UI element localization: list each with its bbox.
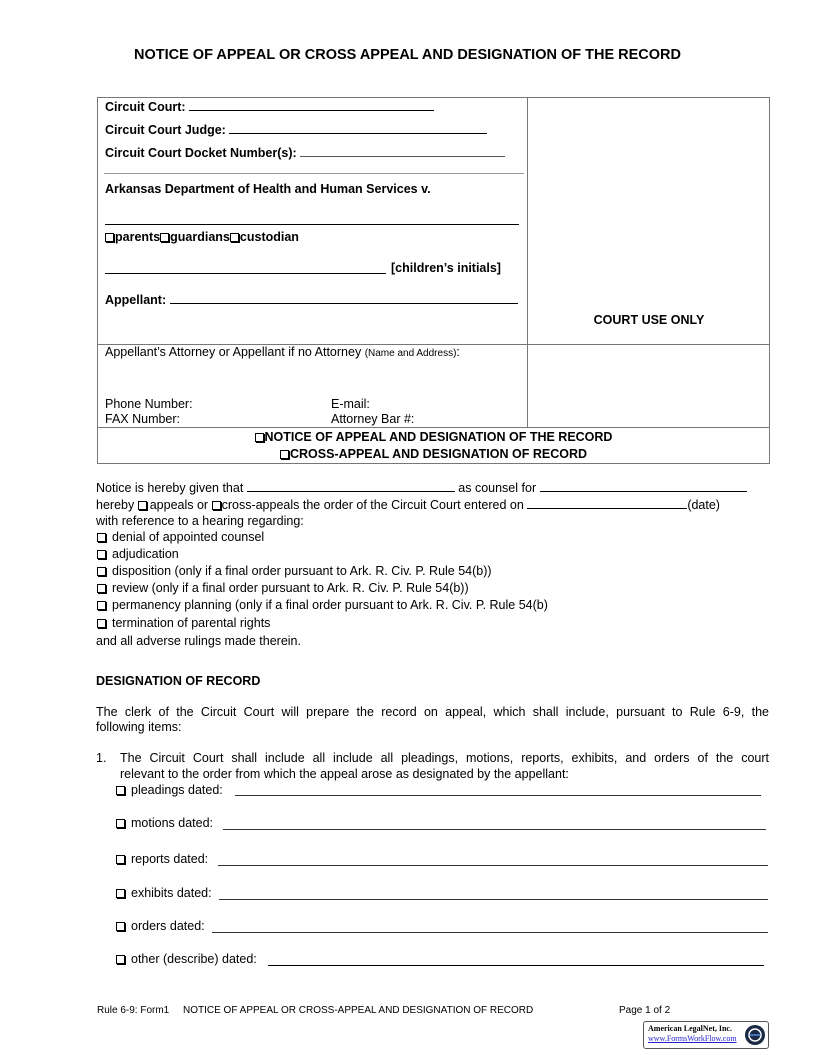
hearing-option-review[interactable] — [97, 581, 469, 595]
appellant-label: Appellant: — [105, 293, 167, 307]
pleadings-dated-line[interactable] — [235, 795, 761, 796]
attorney-label-text: Appellant’s Attorney or Appellant if no Attorney — [105, 345, 362, 359]
circuit-court-field[interactable] — [105, 99, 434, 114]
hearing-option-disposition[interactable] — [97, 564, 492, 578]
legalnet-logo[interactable] — [643, 1021, 769, 1049]
other-dated-label: other (describe) dated: — [131, 952, 257, 966]
court-use-only: COURT USE ONLY — [593, 313, 705, 327]
counsel-name-line[interactable] — [247, 480, 455, 492]
pleadings-dated-label: pleadings dated: — [131, 783, 223, 797]
pleadings-checkbox[interactable] — [116, 786, 125, 795]
docket-field[interactable] — [105, 145, 505, 160]
client-name-line[interactable] — [540, 480, 747, 492]
parents-checkbox[interactable] — [105, 233, 114, 242]
notice-given-text: Notice is hereby given that — [96, 481, 244, 495]
hearing-option-permanency[interactable] — [97, 598, 548, 612]
children-initials-label: [children’s initials] — [391, 261, 501, 275]
adjudication-checkbox[interactable] — [97, 550, 106, 559]
children-initials-line[interactable] — [105, 273, 386, 274]
notice-line-3: with reference to a hearing regarding: — [96, 514, 304, 528]
orders-dated-field[interactable] — [116, 919, 205, 933]
caption-divider-options — [97, 427, 770, 428]
disposition-checkbox[interactable] — [97, 567, 106, 576]
circuit-court-label: Circuit Court: — [105, 100, 186, 114]
appeals-label: appeals or — [149, 498, 209, 512]
reports-dated-line[interactable] — [218, 865, 768, 866]
hearing-option-label: review (only if a final order pursuant to Ark. R. Civ. P. Rule 54(b)) — [112, 581, 469, 595]
item-1-line-2: relevant to the order from which the appeal arose as designated by the appellant: — [120, 767, 569, 781]
hearing-option-label: permanency planning (only if a final order pursuant to Ark. R. Civ. P. Rule 54(b) — [112, 598, 548, 612]
hereby-text: hereby — [96, 498, 135, 512]
caption-divider-inner — [104, 173, 524, 174]
notice-of-appeal-checkbox[interactable] — [255, 433, 264, 442]
footer-form-id: Rule 6-9: Form1 — [97, 1005, 170, 1016]
docket-label: Circuit Court Docket Number(s): — [105, 146, 297, 160]
attorney-label — [105, 345, 460, 359]
exhibits-dated-label: exhibits dated: — [131, 886, 212, 900]
footer-page-number: Page 1 of 2 — [619, 1005, 671, 1016]
attorney-label-colon: : — [456, 345, 460, 359]
motions-checkbox[interactable] — [116, 819, 125, 828]
appellant-line[interactable] — [170, 292, 518, 304]
item-1-number: 1. — [96, 751, 107, 765]
cross-appeal-option[interactable] — [97, 447, 770, 461]
logo-url[interactable]: www.FormsWorkFlow.com — [648, 1034, 737, 1043]
termination-checkbox[interactable] — [97, 619, 106, 628]
hearing-option-label: adjudication — [112, 547, 179, 561]
orders-checkbox[interactable] — [116, 922, 125, 931]
reports-checkbox[interactable] — [116, 855, 125, 864]
as-counsel-text: as counsel for — [458, 481, 537, 495]
dept-label: Arkansas Department of Health and Human Services v. — [105, 182, 431, 196]
reports-dated-label: reports dated: — [131, 852, 209, 866]
guardians-checkbox[interactable] — [160, 233, 169, 242]
respondent-type-options — [105, 230, 299, 244]
exhibits-checkbox[interactable] — [116, 889, 125, 898]
appeals-checkbox[interactable] — [138, 501, 147, 510]
exhibits-dated-line[interactable] — [219, 899, 768, 900]
circuit-court-judge-line[interactable] — [229, 122, 487, 134]
counsel-checkbox[interactable] — [97, 533, 106, 542]
appellant-field[interactable] — [105, 292, 518, 307]
custodian-label: custodian — [239, 230, 299, 244]
other-checkbox[interactable] — [116, 955, 125, 964]
bar-label: Attorney Bar #: — [331, 412, 415, 426]
cross-appeal-label: CROSS-APPEAL AND DESIGNATION OF RECORD — [289, 447, 587, 461]
email-label: E-mail: — [331, 397, 370, 411]
orders-dated-label: orders dated: — [131, 919, 205, 933]
hearing-option-counsel[interactable] — [97, 530, 264, 544]
cross-appeals-label: cross-appeals the order of the Circuit Court entered on — [221, 498, 524, 512]
adverse-rulings-text: and all adverse rulings made therein. — [96, 634, 301, 648]
caption-vertical-divider — [527, 97, 528, 428]
permanency-checkbox[interactable] — [97, 601, 106, 610]
reports-dated-field[interactable] — [116, 852, 208, 866]
designation-intro-1: The clerk of the Circuit Court will prepare the record on appeal, which shall include, pursuant to Rule 6-9, the — [96, 705, 769, 719]
logo-globe-icon — [744, 1024, 766, 1046]
guardians-label: guardians — [170, 230, 230, 244]
exhibits-dated-field[interactable] — [116, 886, 212, 900]
other-dated-field[interactable] — [116, 952, 257, 966]
pleadings-dated-field[interactable] — [116, 783, 223, 797]
respondent-line[interactable] — [105, 224, 519, 225]
logo-company-name: American LegalNet, Inc. — [648, 1024, 732, 1033]
circuit-court-line[interactable] — [189, 99, 434, 111]
motions-dated-label: motions dated: — [131, 816, 213, 830]
entered-date-line[interactable] — [527, 497, 687, 509]
hearing-option-adjudication[interactable] — [97, 547, 179, 561]
custodian-checkbox[interactable] — [230, 233, 239, 242]
designation-heading: DESIGNATION OF RECORD — [96, 674, 261, 688]
phone-label: Phone Number: — [105, 397, 193, 411]
footer-form-title: NOTICE OF APPEAL OR CROSS-APPEAL AND DESIGNATION OF RECORD — [183, 1005, 534, 1016]
docket-line[interactable] — [300, 145, 505, 157]
other-dated-line[interactable] — [268, 965, 764, 966]
hearing-option-label: disposition (only if a final order pursuant to Ark. R. Civ. P. Rule 54(b)) — [112, 564, 492, 578]
orders-dated-line[interactable] — [212, 932, 768, 933]
attorney-label-note: (Name and Address) — [364, 348, 457, 359]
cross-appeal-checkbox[interactable] — [280, 450, 289, 459]
motions-dated-field[interactable] — [116, 816, 213, 830]
page-title: NOTICE OF APPEAL OR CROSS APPEAL AND DESIGNATION OF THE RECORD — [133, 47, 681, 63]
notice-line-1 — [96, 480, 747, 495]
hearing-option-termination[interactable] — [97, 616, 270, 630]
notice-of-appeal-option[interactable] — [97, 430, 770, 444]
fax-label: FAX Number: — [105, 412, 181, 426]
hearing-option-label: denial of appointed counsel — [112, 530, 265, 544]
date-label: (date) — [687, 498, 720, 512]
notice-of-appeal-label: NOTICE OF APPEAL AND DESIGNATION OF THE RECORD — [264, 430, 613, 444]
motions-dated-line[interactable] — [223, 829, 766, 830]
notice-line-2 — [96, 497, 720, 512]
parents-label: parents — [115, 230, 161, 244]
item-1-line-1: The Circuit Court shall include all include all pleadings, motions, reports, exhibits, and orders of the court — [120, 751, 769, 765]
hearing-option-label: termination of parental rights — [112, 616, 271, 630]
designation-intro-2: following items: — [96, 720, 182, 734]
review-checkbox[interactable] — [97, 584, 106, 593]
cross-appeals-checkbox[interactable] — [212, 501, 221, 510]
circuit-court-judge-field[interactable] — [105, 122, 487, 137]
circuit-court-judge-label: Circuit Court Judge: — [105, 123, 226, 137]
